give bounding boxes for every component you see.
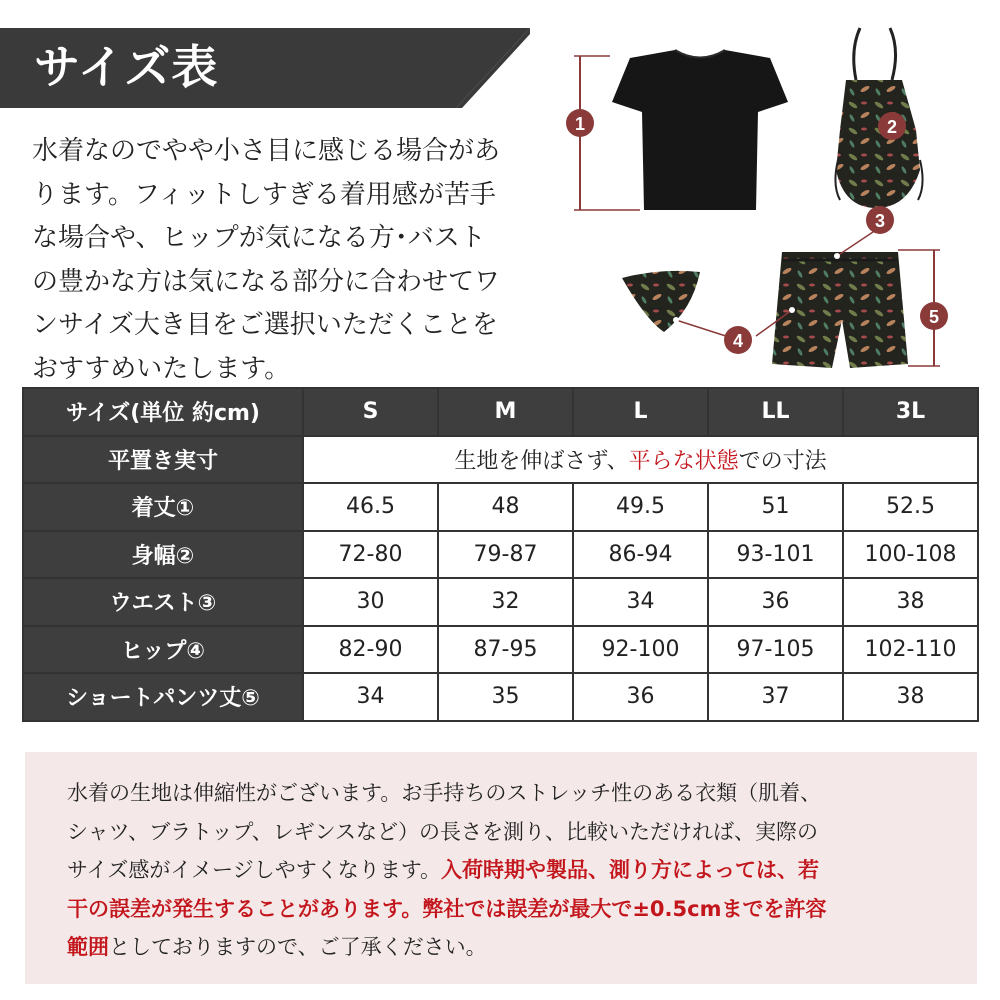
intro-line: ります。フィットしすぎる着用感が苦手 bbox=[32, 179, 496, 210]
table-cell: 102-110 bbox=[843, 626, 978, 674]
table-cell: 97-105 bbox=[708, 626, 843, 674]
flat-note-highlight: 平らな状態 bbox=[628, 448, 739, 474]
marker-5 bbox=[920, 302, 948, 330]
note-warning: 範囲 bbox=[67, 935, 109, 959]
size-header: M bbox=[438, 388, 573, 436]
table-row bbox=[23, 578, 978, 626]
row-label: ウエスト③ bbox=[23, 578, 303, 626]
note-plain: サイズ感がイメージしやすくなります。 bbox=[67, 858, 442, 882]
page-title: サイズ表 bbox=[34, 40, 219, 94]
intro-line: ンサイズ大き目をご選択いただくことを bbox=[32, 310, 498, 340]
table-cell: 37 bbox=[708, 673, 843, 721]
row-label: 身幅② bbox=[23, 531, 303, 579]
note-line bbox=[67, 851, 967, 890]
row-label: ヒップ④ bbox=[23, 626, 303, 674]
svg-text:2: 2 bbox=[886, 117, 898, 137]
note-plain: としておりますので、ご了承ください。 bbox=[109, 935, 487, 959]
table-cell: 32 bbox=[438, 578, 573, 626]
svg-text:5: 5 bbox=[928, 307, 940, 327]
table-row bbox=[23, 531, 978, 579]
table-cell: 46.5 bbox=[303, 483, 438, 531]
size-header: LL bbox=[708, 388, 843, 436]
row-label: 平置き実寸 bbox=[23, 436, 303, 484]
intro-line: 水着なのでやや小さ目に感じる場合があ bbox=[32, 136, 501, 166]
table-cell: 38 bbox=[843, 673, 978, 721]
note-text bbox=[67, 774, 967, 967]
row-label: ショートパンツ丈⑤ bbox=[23, 673, 303, 721]
table-cell: 87-95 bbox=[438, 626, 573, 674]
intro-text bbox=[32, 130, 542, 391]
size-header: 3L bbox=[843, 388, 978, 436]
note-line: 水着の生地は伸縮性がございます。お手持ちのストレッチ性のある衣類（肌着、 bbox=[67, 781, 822, 805]
table-row bbox=[23, 626, 978, 674]
marker-2 bbox=[878, 112, 906, 140]
title-banner bbox=[0, 28, 530, 108]
size-header: S bbox=[303, 388, 438, 436]
table-cell: 35 bbox=[438, 673, 573, 721]
note-line: シャツ、ブラトップ、レギンスなど）の長さを測り、比較いただければ、実際の bbox=[67, 819, 818, 844]
intro-line: の豊かな方は気になる部分に合わせてワ bbox=[32, 266, 501, 297]
crop-top-illustration bbox=[612, 50, 788, 210]
table-cell: 72-80 bbox=[303, 531, 438, 579]
table-cell: 93-101 bbox=[708, 531, 843, 579]
table-row bbox=[23, 436, 978, 484]
marker-4 bbox=[724, 326, 752, 354]
halter-top-illustration bbox=[835, 28, 922, 208]
note-line bbox=[67, 928, 967, 967]
table-cell: 92-100 bbox=[573, 626, 708, 674]
table-cell: 79-87 bbox=[438, 531, 573, 579]
table-cell: 30 bbox=[303, 578, 438, 626]
size-header: L bbox=[573, 388, 708, 436]
table-cell: 49.5 bbox=[573, 483, 708, 531]
table-cell: 38 bbox=[843, 578, 978, 626]
size-table bbox=[22, 387, 979, 722]
intro-line: な場合や、ヒップが気になる方･バスト bbox=[32, 223, 486, 253]
svg-text:4: 4 bbox=[732, 331, 744, 351]
table-row bbox=[23, 673, 978, 721]
table-cell: 34 bbox=[573, 578, 708, 626]
table-cell: 34 bbox=[303, 673, 438, 721]
row-label: 着丈① bbox=[23, 483, 303, 531]
bikini-bottom-illustration bbox=[622, 271, 700, 332]
header-label: サイズ(単位 約cm) bbox=[23, 388, 303, 436]
marker-3 bbox=[866, 206, 894, 234]
table-header-row bbox=[23, 388, 978, 436]
note-box bbox=[25, 752, 977, 984]
table-cell: 82-90 bbox=[303, 626, 438, 674]
table-cell: 48 bbox=[438, 483, 573, 531]
table-row bbox=[23, 483, 978, 531]
marker-1 bbox=[566, 109, 594, 137]
note-warning: 入荷時期や製品、測り方によっては、若 bbox=[441, 858, 820, 882]
flat-note-before: 生地を伸ばさず、 bbox=[454, 448, 629, 474]
table-cell: 52.5 bbox=[843, 483, 978, 531]
flat-note-cell bbox=[303, 436, 978, 484]
table-cell: 36 bbox=[708, 578, 843, 626]
table-cell: 86-94 bbox=[573, 531, 708, 579]
table-cell: 51 bbox=[708, 483, 843, 531]
svg-text:3: 3 bbox=[874, 211, 886, 231]
svg-text:1: 1 bbox=[574, 114, 586, 134]
table-cell: 100-108 bbox=[843, 531, 978, 579]
product-diagram bbox=[560, 20, 1000, 380]
note-warning-line: 干の誤差が発生することがあります。弊社では誤差が最大で±0.5cmまでを許容 bbox=[67, 896, 827, 921]
table-cell: 36 bbox=[573, 673, 708, 721]
flat-note-after: での寸法 bbox=[738, 448, 827, 474]
intro-line: おすすめいたします。 bbox=[32, 353, 291, 384]
